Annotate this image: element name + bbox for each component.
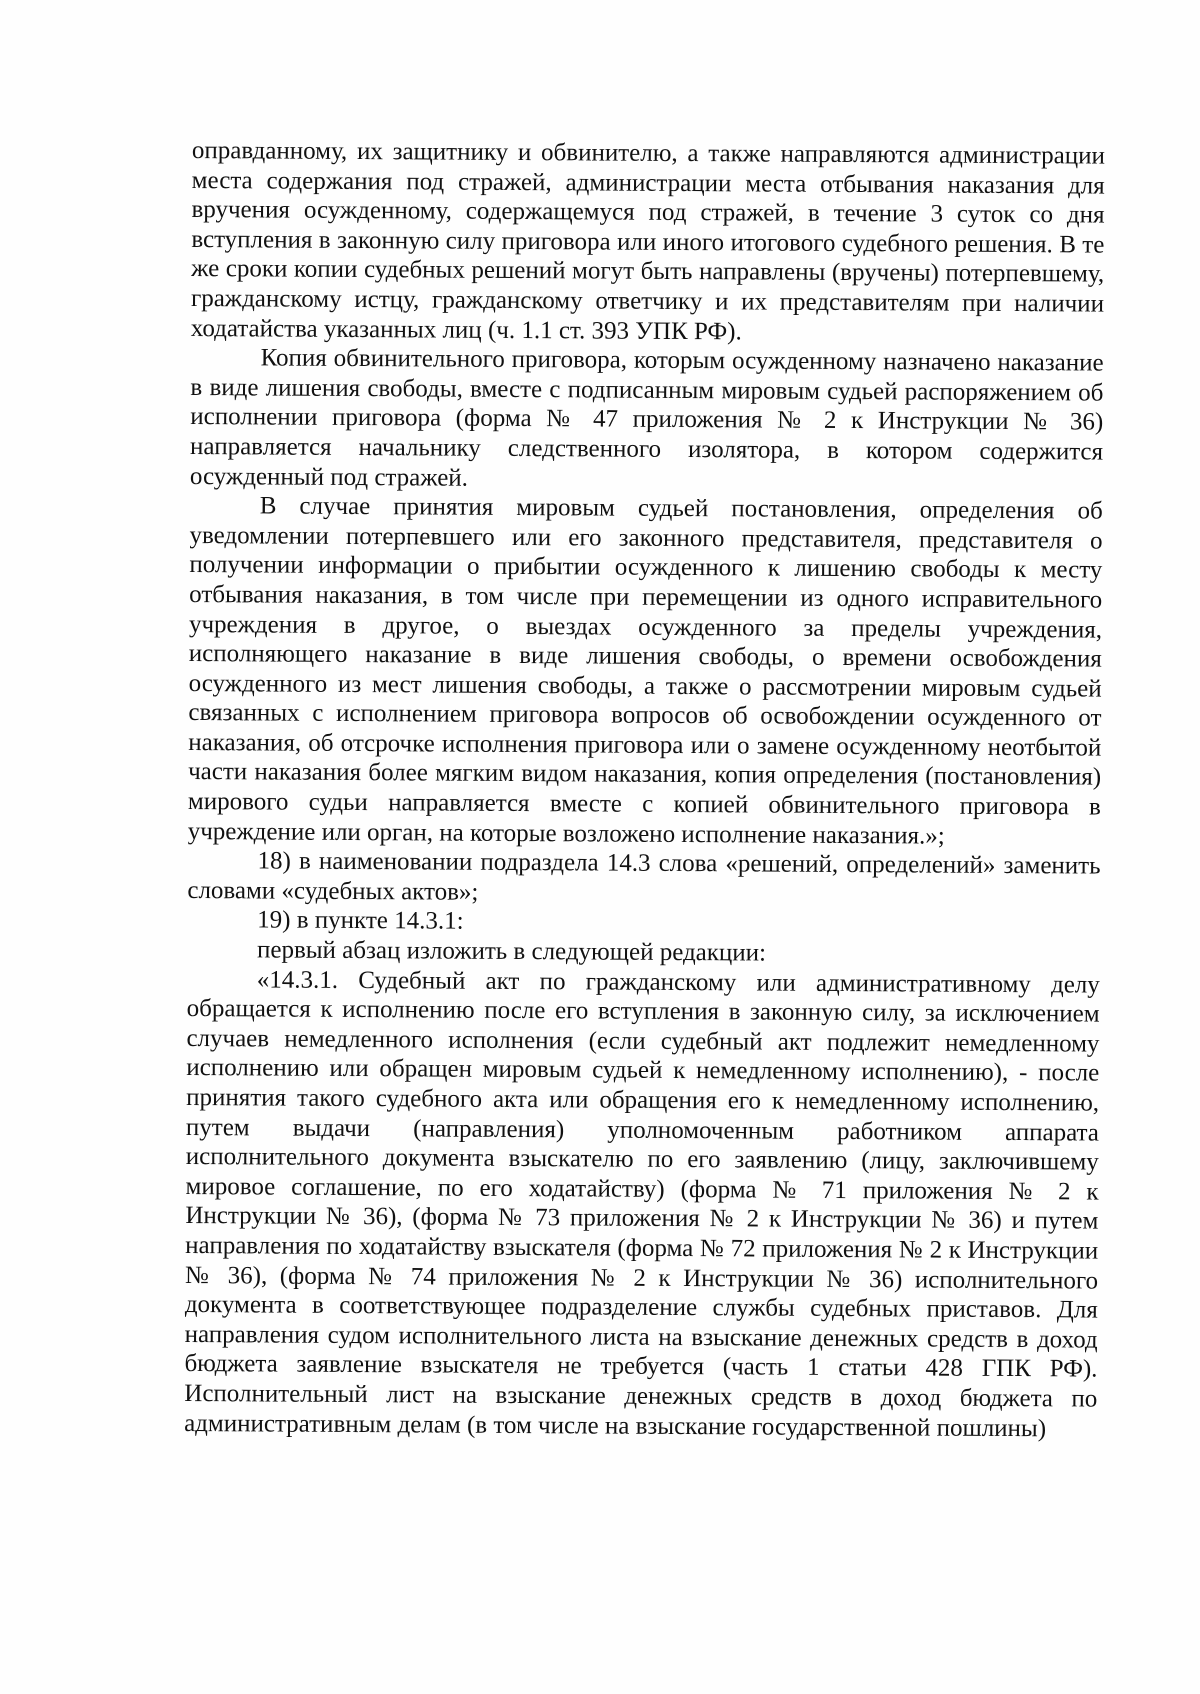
paragraph-item-19: 19) в пункте 14.3.1:: [257, 906, 464, 936]
document-body: [184, 136, 1105, 1444]
paragraph-continuation: оправданному, их защитнику и обвинителю, а также направляются администрации места содержания под стражей, администрации места отбывания наказания для вручения осужденному, содержащемуся под стражей, в течение 3 суток со дня вступления в законную силу приговора или иного итогового судебного решения. В те же сроки копии судебных решений могут быть направлены (вручены) потерпевшему, гражданскому истцу, гражданскому ответчику и их представителям при наличии ходатайства указанных лиц (ч. 1.1 ст. 393 УПК РФ).: [190, 136, 1105, 345]
paragraph-victim-notification: В случае принятия мировым судьей постановления, определения об уведомлении потерпевшего или его законного представителя, представителя о получении информации о прибытии осужденного к лишению свободы к месту отбывания наказания, в том числе при перемещении из одного исправительного учреждения в другое, о выездах осужденного за пределы учреждения, исполняющего наказание в виде лишения свободы, о времени освобождения осужденного из мест лишения свободы, а также о рассмотрении мировым судьей связанных с исполнением приговора вопросов об освобождении осужденного от наказания, об отсрочке исполнения приговора или о замене осужденному неотбытой части наказания более мягким видом наказания, копия определения (постановления) мирового судьи направляется вместе с копией обвинительного приговора в учреждение или орган, на которые возложено исполнение наказания.»;: [187, 492, 1103, 850]
paragraph-item-18: 18) в наименовании подраздела 14.3 слова «решений, определений» заменить словами «судебных актов»;: [187, 847, 1101, 906]
paragraph-first-abzac: первый абзац изложить в следующей редакции:: [256, 936, 767, 967]
paragraph-verdict-copy: Копия обвинительного приговора, которым осужденному назначено наказание в виде лишения свободы, вместе с подписанным мировым судьей распоряжением об исполнении приговора (форма № 47 приложения № 2 к Инструкции № 36) направляется начальнику следственного изолятора, в котором содержится осужденный под стражей.: [189, 344, 1104, 492]
paragraph-14-3-1: «14.3.1. Судебный акт по гражданскому или административному делу обращается к исполнению после его вступления в законную силу, за исключением случаев немедленного исполнения (если судебный акт подлежит немедленному исполнению или обращен мировым судьей к немедленному исполнению), - после принятия такого судебного акта или обращения его к немедленному исполнению, путем выдачи (направления) уполномоченным работником аппарата исполнительного документа взыскателю по его заявлению (лицу, заключившему мировое соглашение, по его ходатайству) (форма № 71 приложения № 2 к Инструкции № 36), (форма № 73 приложения № 2 к Инструкции № 36) и путем направления по ходатайству взыскателя (форма № 72 приложения № 2 к Инструкции № 36), (форма № 74 приложения № 2 к Инструкции № 36) исполнительного документа в соответствующее подразделение службы судебных приставов. Для направления судом исполнительного листа на взыскание денежных средств в доход бюджета заявление взыскателя не требуется (часть 1 статьи 428 ГПК РФ). Исполнительный лист на взыскание денежных средств в доход бюджета по административным делам (в том числе на взыскание государственной пошлины): [184, 966, 1100, 1442]
